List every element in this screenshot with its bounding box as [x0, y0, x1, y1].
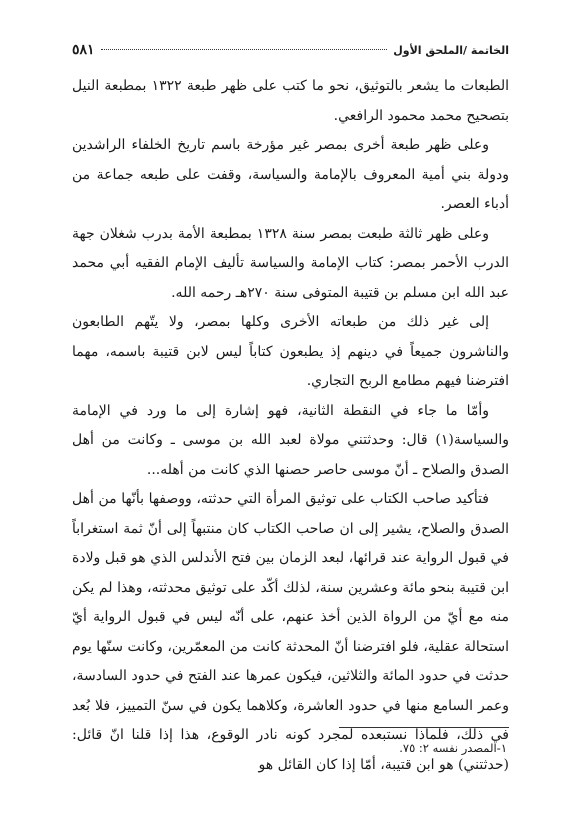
page-number: ٥٨١ — [72, 42, 95, 58]
header-leader-dots — [101, 49, 388, 50]
paragraph-5: وأمّا ما جاء في النقطة الثانية، فهو إشارة إلى ما ورد في الإمامة والسياسة(١) قال: وحدثتني مولاة لعبد الله بن موسى ـ وكانت من أهل الصدق والصلاح ـ أنّ موسى حاصر حصنها الذي كانت من أهله... — [72, 402, 509, 478]
page-header — [72, 42, 509, 64]
paragraph-3: وعلى ظهر ثالثة طبعت بمصر سنة ١٣٢٨ بمطبعة الأمة بدرب شغلان جهة الدرب الأحمر بمصر: كتاب الإمامة والسياسة تأليف الإمام الفقيه أبي محمد عبد الله ابن مسلم بن قتيبة المتوفى سنة ٢٧٠هـ رحمه الله. — [72, 225, 509, 301]
paragraph-2: وعلى ظهر طبعة أخرى بمصر غير مؤرخة باسم تاريخ الخلفاء الراشدين ودولة بني أمية المعروف بالإمامة والسياسة، وقفت على طبعه جماعة من أدباء العصر. — [72, 137, 509, 212]
paragraph-1: الطبعات ما يشعر بالتوثيق، نحو ما كتب على ظهر طبعة ١٣٢٢ بمطبعة النيل بتصحيح محمد محمود الرافعي. — [72, 78, 509, 124]
footnote: ١-المصدر نفسه ٢: ٧٥. — [399, 741, 507, 755]
paragraph-6: فتأكيد صاحب الكتاب على توثيق المرأة التي حدثته، ووصفها بأنّها من أهل الصدق والصلاح، يشير إلى ان صاحب الكتاب كان منتبهاً إلى أنّ ثمة استغراباً في قبول الرواية عند قرائها، لبعد الزمان بين فتح الأندلس الذي هو قبل ولادة ابن قتيبة بنحو مائة وعشرين سنة، لذلك أكّد على توثيق محدثته، وهذا لم يكن منه مع أيّ من الرواة الذين أخذ عنهم، على أنّه ليس في قبول الرواية أيّ استحالة عقلية، فلو افترضنا أنّ المحدثة كانت من المعمّرين، وكانت سنّها يوم حدثت في حدود المائة والثلاثين، فيكون عمرها عند الفتح في حدود السادسة، وعمر السامع منها في حدود العاشرة، وكلاهما يكون في سنّ التمييز، فلا بُعد في ذلك، فلماذا نستبعده لمجرد كونه نادر الوقوع، هذا إذا قلنا انّ قائل: (حدثتني) هو ابن قتيبة، أمّا إذا كان القائل هو — [72, 491, 509, 773]
paragraph-4: إلى غير ذلك من طبعاته الأخرى وكلها بمصر، ولا يتّهم الطابعون والناشرون جميعاً في دينهم إذ يطبعون كتاباً ليس لابن قتيبة باسمه، مهما افترضنا فيهم مطامع الربح التجاري. — [72, 314, 509, 389]
footnote-separator — [339, 727, 509, 728]
running-title: الخاتمة /الملحق الأول — [393, 44, 509, 57]
main-text — [72, 72, 509, 780]
